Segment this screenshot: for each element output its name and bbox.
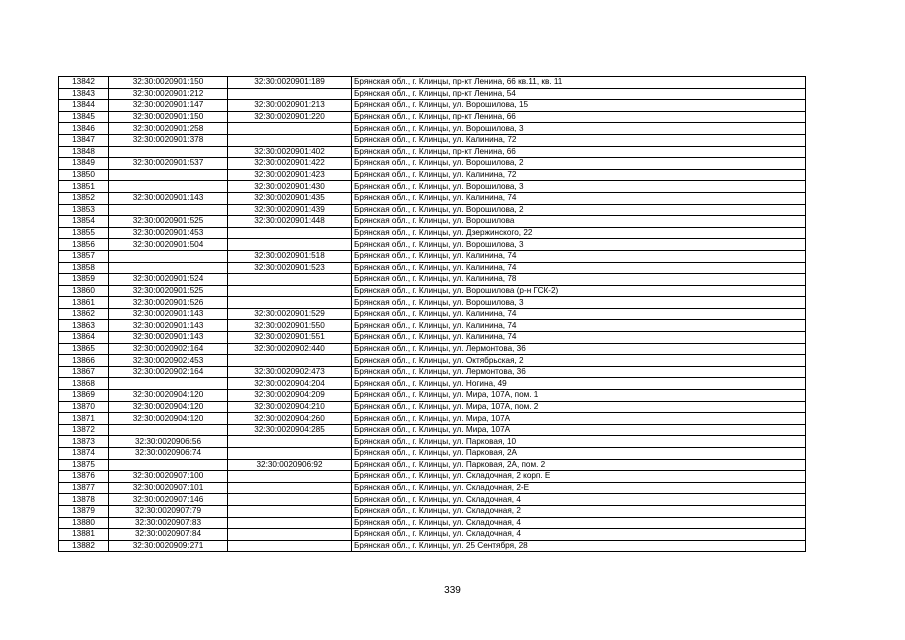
address-cell: Брянская обл., г. Клинцы, ул. Ворошилова, 3: [352, 239, 806, 251]
address-cell: Брянская обл., г. Клинцы, ул. Калинина, 74: [352, 192, 806, 204]
related-cadastral-number-cell: 32:30:0020901:189: [228, 77, 352, 89]
table-row: [59, 204, 806, 216]
address-cell: Брянская обл., г. Клинцы, ул. Ногина, 49: [352, 378, 806, 390]
cadastral-number-cell: 32:30:0020901:378: [109, 134, 228, 146]
table-row: [59, 274, 806, 286]
table-row: [59, 517, 806, 529]
table-row: [59, 436, 806, 448]
cadastral-number-cell: 32:30:0020901:537: [109, 158, 228, 170]
related-cadastral-number-cell: 32:30:0020904:260: [228, 413, 352, 425]
related-cadastral-number-cell: 32:30:0020901:550: [228, 320, 352, 332]
table-row: [59, 308, 806, 320]
cadastral-number-cell: 32:30:0020901:150: [109, 77, 228, 89]
related-cadastral-number-cell: [228, 529, 352, 541]
cadastral-number-cell: 32:30:0020904:120: [109, 401, 228, 413]
table-row: [59, 494, 806, 506]
table-row: [59, 320, 806, 332]
address-cell: Брянская обл., г. Клинцы, ул. Складочная, 2-Е: [352, 482, 806, 494]
cadastral-number-cell: 32:30:0020907:146: [109, 494, 228, 506]
table-row: [59, 239, 806, 251]
address-cell: Брянская обл., г. Клинцы, ул. Складочная, 2: [352, 505, 806, 517]
cadastral-number-cell: [109, 250, 228, 262]
related-cadastral-number-cell: [228, 227, 352, 239]
record-number-cell: 13860: [59, 285, 109, 297]
table-row: [59, 332, 806, 344]
address-cell: Брянская обл., г. Клинцы, ул. Ворошилова, 2: [352, 204, 806, 216]
table-row: [59, 540, 806, 552]
address-cell: Брянская обл., г. Клинцы, ул. Калинина, 74: [352, 262, 806, 274]
table-row: [59, 169, 806, 181]
address-cell: Брянская обл., г. Клинцы, ул. Мира, 107А, пом. 2: [352, 401, 806, 413]
related-cadastral-number-cell: 32:30:0020901:551: [228, 332, 352, 344]
address-cell: Брянская обл., г. Клинцы, ул. Мира, 107А: [352, 413, 806, 425]
cadastral-number-cell: 32:30:0020901:150: [109, 111, 228, 123]
related-cadastral-number-cell: 32:30:0020901:439: [228, 204, 352, 216]
record-number-cell: 13858: [59, 262, 109, 274]
related-cadastral-number-cell: 32:30:0020901:448: [228, 216, 352, 228]
cadastral-number-cell: [109, 146, 228, 158]
related-cadastral-number-cell: 32:30:0020901:518: [228, 250, 352, 262]
related-cadastral-number-cell: [228, 494, 352, 506]
related-cadastral-number-cell: [228, 540, 352, 552]
table-row: [59, 181, 806, 193]
address-cell: Брянская обл., г. Клинцы, ул. Калинина, 72: [352, 169, 806, 181]
registry-table: [58, 76, 806, 552]
cadastral-number-cell: 32:30:0020907:83: [109, 517, 228, 529]
cadastral-number-cell: 32:30:0020901:525: [109, 285, 228, 297]
record-number-cell: 13870: [59, 401, 109, 413]
record-number-cell: 13877: [59, 482, 109, 494]
cadastral-number-cell: 32:30:0020902:164: [109, 343, 228, 355]
related-cadastral-number-cell: 32:30:0020901:529: [228, 308, 352, 320]
related-cadastral-number-cell: 32:30:0020901:213: [228, 100, 352, 112]
related-cadastral-number-cell: [228, 134, 352, 146]
related-cadastral-number-cell: [228, 505, 352, 517]
page-number: 339: [444, 585, 461, 596]
related-cadastral-number-cell: 32:30:0020901:402: [228, 146, 352, 158]
related-cadastral-number-cell: 32:30:0020901:422: [228, 158, 352, 170]
table-row: [59, 459, 806, 471]
address-cell: Брянская обл., г. Клинцы, ул. Ворошилова, 3: [352, 123, 806, 135]
related-cadastral-number-cell: [228, 274, 352, 286]
address-cell: Брянская обл., г. Клинцы, пр-кт Ленина, 66: [352, 111, 806, 123]
related-cadastral-number-cell: [228, 123, 352, 135]
record-number-cell: 13842: [59, 77, 109, 89]
record-number-cell: 13844: [59, 100, 109, 112]
record-number-cell: 13849: [59, 158, 109, 170]
related-cadastral-number-cell: [228, 471, 352, 483]
cadastral-number-cell: [109, 169, 228, 181]
related-cadastral-number-cell: [228, 239, 352, 251]
address-cell: Брянская обл., г. Клинцы, ул. Калинина, 74: [352, 250, 806, 262]
address-cell: Брянская обл., г. Клинцы, ул. Калинина, 74: [352, 308, 806, 320]
record-number-cell: 13878: [59, 494, 109, 506]
table-row: [59, 88, 806, 100]
related-cadastral-number-cell: 32:30:0020904:204: [228, 378, 352, 390]
cadastral-number-cell: 32:30:0020907:79: [109, 505, 228, 517]
table-row: [59, 529, 806, 541]
table-row: [59, 343, 806, 355]
cadastral-number-cell: 32:30:0020901:143: [109, 320, 228, 332]
table-row: [59, 401, 806, 413]
table-row: [59, 100, 806, 112]
table-row: [59, 77, 806, 89]
cadastral-number-cell: [109, 204, 228, 216]
table-row: [59, 250, 806, 262]
table-row: [59, 366, 806, 378]
address-cell: Брянская обл., г. Клинцы, ул. Парковая, 2А, пом. 2: [352, 459, 806, 471]
record-number-cell: 13843: [59, 88, 109, 100]
address-cell: Брянская обл., г. Клинцы, ул. Мира, 107А: [352, 424, 806, 436]
record-number-cell: 13850: [59, 169, 109, 181]
record-number-cell: 13854: [59, 216, 109, 228]
related-cadastral-number-cell: [228, 517, 352, 529]
cadastral-number-cell: 32:30:0020902:164: [109, 366, 228, 378]
related-cadastral-number-cell: 32:30:0020901:220: [228, 111, 352, 123]
table-row: [59, 471, 806, 483]
record-number-cell: 13851: [59, 181, 109, 193]
table-row: [59, 146, 806, 158]
table-row: [59, 297, 806, 309]
table-row: [59, 390, 806, 402]
table-row: [59, 378, 806, 390]
cadastral-number-cell: 32:30:0020901:143: [109, 332, 228, 344]
record-number-cell: 13855: [59, 227, 109, 239]
record-number-cell: 13865: [59, 343, 109, 355]
table-row: [59, 111, 806, 123]
address-cell: Брянская обл., г. Клинцы, пр-кт Ленина, 66 кв.11, кв. 11: [352, 77, 806, 89]
table-row: [59, 413, 806, 425]
record-number-cell: 13856: [59, 239, 109, 251]
address-cell: Брянская обл., г. Клинцы, ул. Складочная, 4: [352, 529, 806, 541]
table-row: [59, 216, 806, 228]
related-cadastral-number-cell: [228, 297, 352, 309]
table-row: [59, 505, 806, 517]
related-cadastral-number-cell: [228, 482, 352, 494]
record-number-cell: 13859: [59, 274, 109, 286]
address-cell: Брянская обл., г. Клинцы, ул. Складочная, 4: [352, 494, 806, 506]
cadastral-number-cell: 32:30:0020901:258: [109, 123, 228, 135]
cadastral-number-cell: 32:30:0020901:212: [109, 88, 228, 100]
related-cadastral-number-cell: [228, 436, 352, 448]
related-cadastral-number-cell: 32:30:0020906:92: [228, 459, 352, 471]
related-cadastral-number-cell: 32:30:0020904:285: [228, 424, 352, 436]
table-row: [59, 262, 806, 274]
cadastral-number-cell: [109, 262, 228, 274]
record-number-cell: 13848: [59, 146, 109, 158]
cadastral-number-cell: [109, 181, 228, 193]
record-number-cell: 13872: [59, 424, 109, 436]
cadastral-number-cell: 32:30:0020906:74: [109, 448, 228, 460]
record-number-cell: 13882: [59, 540, 109, 552]
cadastral-number-cell: 32:30:0020907:100: [109, 471, 228, 483]
address-cell: Брянская обл., г. Клинцы, ул. Октябрьская, 2: [352, 355, 806, 367]
table-row: [59, 424, 806, 436]
record-number-cell: 13863: [59, 320, 109, 332]
table-row: [59, 227, 806, 239]
address-cell: Брянская обл., г. Клинцы, ул. Ворошилова, 3: [352, 297, 806, 309]
cadastral-number-cell: 32:30:0020901:504: [109, 239, 228, 251]
address-cell: Брянская обл., г. Клинцы, ул. Складочная, 2 корп. Е: [352, 471, 806, 483]
related-cadastral-number-cell: 32:30:0020904:209: [228, 390, 352, 402]
related-cadastral-number-cell: 32:30:0020901:430: [228, 181, 352, 193]
table-row: [59, 482, 806, 494]
record-number-cell: 13867: [59, 366, 109, 378]
cadastral-number-cell: 32:30:0020901:526: [109, 297, 228, 309]
address-cell: Брянская обл., г. Клинцы, пр-кт Ленина, 54: [352, 88, 806, 100]
record-number-cell: 13876: [59, 471, 109, 483]
related-cadastral-number-cell: 32:30:0020902:440: [228, 343, 352, 355]
record-number-cell: 13868: [59, 378, 109, 390]
address-cell: Брянская обл., г. Клинцы, пр-кт Ленина, 66: [352, 146, 806, 158]
cadastral-number-cell: 32:30:0020909:271: [109, 540, 228, 552]
record-number-cell: 13861: [59, 297, 109, 309]
record-number-cell: 13871: [59, 413, 109, 425]
cadastral-number-cell: 32:30:0020907:84: [109, 529, 228, 541]
record-number-cell: 13864: [59, 332, 109, 344]
cadastral-number-cell: 32:30:0020904:120: [109, 390, 228, 402]
address-cell: Брянская обл., г. Клинцы, ул. Ворошилова, 15: [352, 100, 806, 112]
table-row: [59, 448, 806, 460]
address-cell: Брянская обл., г. Клинцы, ул. 25 Сентября, 28: [352, 540, 806, 552]
record-number-cell: 13873: [59, 436, 109, 448]
registry-table-body: [59, 77, 806, 552]
related-cadastral-number-cell: 32:30:0020902:473: [228, 366, 352, 378]
cadastral-number-cell: 32:30:0020906:56: [109, 436, 228, 448]
table-row: [59, 158, 806, 170]
address-cell: Брянская обл., г. Клинцы, ул. Парковая, 2А: [352, 448, 806, 460]
related-cadastral-number-cell: 32:30:0020901:435: [228, 192, 352, 204]
cadastral-number-cell: 32:30:0020907:101: [109, 482, 228, 494]
address-cell: Брянская обл., г. Клинцы, ул. Складочная, 4: [352, 517, 806, 529]
record-number-cell: 13875: [59, 459, 109, 471]
related-cadastral-number-cell: 32:30:0020901:423: [228, 169, 352, 181]
address-cell: Брянская обл., г. Клинцы, ул. Парковая, 10: [352, 436, 806, 448]
record-number-cell: 13857: [59, 250, 109, 262]
table-row: [59, 192, 806, 204]
cadastral-number-cell: [109, 424, 228, 436]
address-cell: Брянская обл., г. Клинцы, ул. Лермонтова, 36: [352, 343, 806, 355]
table-row: [59, 285, 806, 297]
record-number-cell: 13874: [59, 448, 109, 460]
related-cadastral-number-cell: 32:30:0020901:523: [228, 262, 352, 274]
record-number-cell: 13881: [59, 529, 109, 541]
record-number-cell: 13880: [59, 517, 109, 529]
address-cell: Брянская обл., г. Клинцы, ул. Ворошилова (р-н ГСК-2): [352, 285, 806, 297]
record-number-cell: 13862: [59, 308, 109, 320]
cadastral-number-cell: [109, 459, 228, 471]
table-row: [59, 123, 806, 135]
record-number-cell: 13869: [59, 390, 109, 402]
cadastral-number-cell: 32:30:0020901:524: [109, 274, 228, 286]
address-cell: Брянская обл., г. Клинцы, ул. Ворошилова: [352, 216, 806, 228]
related-cadastral-number-cell: [228, 285, 352, 297]
related-cadastral-number-cell: 32:30:0020904:210: [228, 401, 352, 413]
address-cell: Брянская обл., г. Клинцы, ул. Лермонтова, 36: [352, 366, 806, 378]
record-number-cell: 13879: [59, 505, 109, 517]
related-cadastral-number-cell: [228, 88, 352, 100]
cadastral-number-cell: 32:30:0020901:525: [109, 216, 228, 228]
related-cadastral-number-cell: [228, 355, 352, 367]
address-cell: Брянская обл., г. Клинцы, ул. Калинина, 72: [352, 134, 806, 146]
address-cell: Брянская обл., г. Клинцы, ул. Ворошилова, 3: [352, 181, 806, 193]
record-number-cell: 13852: [59, 192, 109, 204]
cadastral-number-cell: 32:30:0020901:143: [109, 192, 228, 204]
record-number-cell: 13845: [59, 111, 109, 123]
cadastral-number-cell: 32:30:0020901:143: [109, 308, 228, 320]
table-row: [59, 134, 806, 146]
address-cell: Брянская обл., г. Клинцы, ул. Калинина, 74: [352, 332, 806, 344]
address-cell: Брянская обл., г. Клинцы, ул. Мира, 107А, пом. 1: [352, 390, 806, 402]
record-number-cell: 13853: [59, 204, 109, 216]
record-number-cell: 13847: [59, 134, 109, 146]
cadastral-number-cell: 32:30:0020904:120: [109, 413, 228, 425]
cadastral-number-cell: 32:30:0020901:147: [109, 100, 228, 112]
address-cell: Брянская обл., г. Клинцы, ул. Калинина, 78: [352, 274, 806, 286]
cadastral-number-cell: 32:30:0020901:453: [109, 227, 228, 239]
address-cell: Брянская обл., г. Клинцы, ул. Дзержинского, 22: [352, 227, 806, 239]
address-cell: Брянская обл., г. Клинцы, ул. Калинина, 74: [352, 320, 806, 332]
record-number-cell: 13866: [59, 355, 109, 367]
record-number-cell: 13846: [59, 123, 109, 135]
table-row: [59, 355, 806, 367]
cadastral-number-cell: [109, 378, 228, 390]
cadastral-number-cell: 32:30:0020902:453: [109, 355, 228, 367]
address-cell: Брянская обл., г. Клинцы, ул. Ворошилова, 2: [352, 158, 806, 170]
related-cadastral-number-cell: [228, 448, 352, 460]
